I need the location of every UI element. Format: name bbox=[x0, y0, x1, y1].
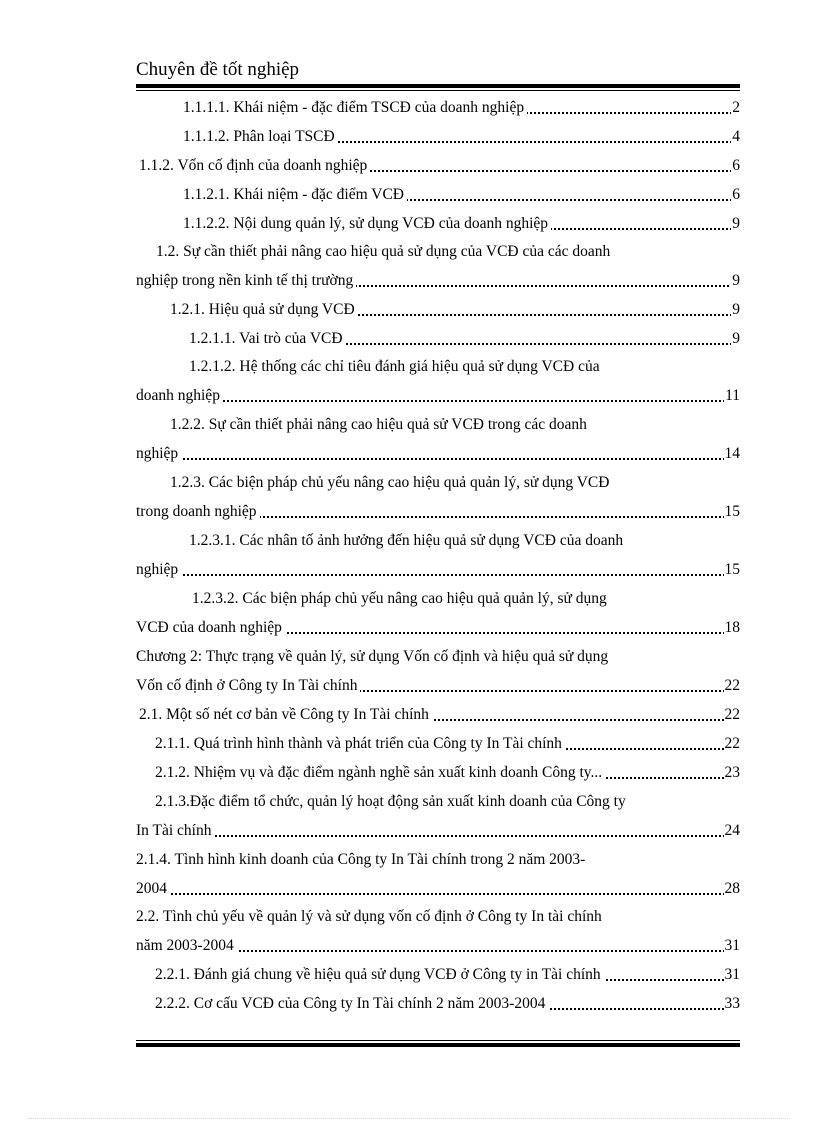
toc-entry-20-page-number: 31 bbox=[724, 934, 741, 958]
toc-entry-13-title: VCĐ của doanh nghiệp bbox=[136, 616, 285, 640]
toc-entry-15-page-number: 22 bbox=[724, 703, 741, 727]
toc-entry-9-title-first-line: 1.2.1.2. Hệ thống các chỉ tiêu đánh giá hiệu quả sử dụng VCĐ của bbox=[189, 358, 600, 375]
toc-entry-9-line bbox=[136, 384, 740, 408]
toc-entry-4-page-number: 6 bbox=[731, 183, 740, 207]
toc-entry-15-title: 2.1. Một số nét cơ bản về Công ty In Tài chính bbox=[139, 703, 432, 727]
toc-entry-1-page-number: 2 bbox=[731, 96, 740, 120]
toc-entry-9-title: doanh nghiệp bbox=[136, 384, 223, 408]
toc-entry-12-line bbox=[136, 558, 740, 582]
toc-entry-20-line bbox=[136, 934, 740, 958]
toc-entry-18-dot-leader bbox=[136, 835, 740, 837]
toc-entry-7-page-number: 9 bbox=[731, 298, 740, 322]
toc-entry-19-dot-leader bbox=[136, 893, 740, 895]
toc-entry-4-line bbox=[183, 183, 740, 207]
toc-entry-21-page-number: 31 bbox=[724, 963, 741, 987]
toc-entry-5-title: 1.1.2.2. Nội dung quản lý, sử dụng VCĐ của doanh nghiệp bbox=[183, 212, 551, 236]
toc-entry-17-title: 2.1.2. Nhiệm vụ và đặc điểm ngành nghề sản xuất kinh doanh Công ty... bbox=[155, 761, 605, 785]
header-rule-thin bbox=[136, 90, 740, 91]
toc-entry-8-page-number: 9 bbox=[731, 327, 740, 351]
toc-entry-20-title-first-line: 2.2. Tình chủ yếu về quản lý và sử dụng vốn cố định ở Công ty In tài chính bbox=[136, 908, 602, 925]
toc-entry-16-title: 2.1.1. Quá trình hình thành và phát triển của Công ty In Tài chính bbox=[155, 732, 565, 756]
toc-entry-2-title: 1.1.1.2. Phân loại TSCĐ bbox=[183, 125, 338, 149]
page-bottom-dotted-edge bbox=[28, 1118, 788, 1119]
toc-entry-8-title: 1.2.1.1. Vai trò của VCĐ bbox=[189, 327, 346, 351]
toc-entry-2-page-number: 4 bbox=[731, 125, 740, 149]
toc-entry-14-page-number: 22 bbox=[724, 674, 741, 698]
toc-entry-7-title: 1.2.1. Hiệu quả sử dụng VCĐ bbox=[170, 298, 358, 322]
toc-entry-6-line bbox=[136, 269, 740, 293]
toc-entry-10-dot-leader bbox=[136, 458, 740, 460]
toc-entry-10-title-first-line: 1.2.2. Sự cần thiết phải nâng cao hiệu quả sử VCĐ trong các doanh bbox=[170, 416, 587, 433]
footer-rule-thick bbox=[136, 1043, 740, 1047]
toc-entry-11-title-first-line: 1.2.3. Các biện pháp chủ yếu nâng cao hiệu quả quản lý, sử dụng VCĐ bbox=[170, 474, 610, 491]
toc-entry-13-line bbox=[136, 616, 740, 640]
toc-entry-12-title: nghiệp bbox=[136, 558, 181, 582]
toc-entry-16-line bbox=[155, 732, 740, 756]
toc-entry-21-line bbox=[155, 963, 740, 987]
toc-entry-14-title-first-line: Chương 2: Thực trạng về quản lý, sử dụng Vốn cố định và hiệu quả sử dụng bbox=[136, 648, 609, 665]
toc-entry-18-title-first-line: 2.1.3.Đặc điểm tổ chức, quản lý hoạt động sản xuất kinh doanh của Công ty bbox=[155, 793, 626, 810]
header-rule-thick bbox=[136, 84, 740, 88]
toc-entry-12-page-number: 15 bbox=[724, 558, 741, 582]
toc-entry-19-line bbox=[136, 877, 740, 901]
toc-entry-5-page-number: 9 bbox=[731, 212, 740, 236]
toc-entry-11-page-number: 15 bbox=[724, 500, 741, 524]
toc-entry-11-title: trong doanh nghiệp bbox=[136, 500, 260, 524]
toc-entry-10-title: nghiệp bbox=[136, 442, 181, 466]
toc-entry-20-title: năm 2003-2004 bbox=[136, 934, 237, 958]
toc-entry-3-page-number: 6 bbox=[731, 154, 740, 178]
toc-entry-15-line bbox=[139, 703, 740, 727]
footer-rule-thin bbox=[136, 1040, 740, 1041]
toc-entry-5-line bbox=[183, 212, 740, 236]
toc-entry-11-line bbox=[136, 500, 740, 524]
toc-entry-17-line bbox=[155, 761, 740, 785]
toc-entry-6-page-number: 9 bbox=[731, 269, 740, 293]
toc-entry-17-page-number: 23 bbox=[724, 761, 741, 785]
toc-entry-12-title-first-line: 1.2.3.1. Các nhân tố ảnh hưởng đến hiệu quả sử dụng VCĐ của doanh bbox=[189, 532, 624, 549]
toc-entry-12-dot-leader bbox=[136, 574, 740, 576]
toc-entry-13-page-number: 18 bbox=[724, 616, 741, 640]
toc-entry-7-line bbox=[170, 298, 740, 322]
toc-entry-19-page-number: 28 bbox=[724, 877, 741, 901]
toc-entry-22-page-number: 33 bbox=[724, 992, 741, 1016]
toc-entry-14-line bbox=[136, 674, 740, 698]
toc-entry-16-page-number: 22 bbox=[724, 732, 741, 756]
toc-entry-9-page-number: 11 bbox=[724, 384, 740, 408]
toc-entry-6-title-first-line: 1.2. Sự cần thiết phải nâng cao hiệu quả sử dụng của VCĐ của các doanh bbox=[156, 243, 611, 260]
toc-entry-3-title: 1.1.2. Vốn cố định của doanh nghiệp bbox=[139, 154, 370, 178]
toc-entry-1-title: 1.1.1.1. Khái niệm - đặc điểm TSCĐ của doanh nghiệp bbox=[183, 96, 527, 120]
toc-entry-19-title: 2004 bbox=[136, 877, 170, 901]
toc-entry-18-page-number: 24 bbox=[724, 819, 741, 843]
toc-entry-10-line bbox=[136, 442, 740, 466]
toc-entry-14-title: Vốn cố định ở Công ty In Tài chính bbox=[136, 674, 360, 698]
toc-entry-18-line bbox=[136, 819, 740, 843]
toc-entry-21-title: 2.2.1. Đánh giá chung về hiệu quả sử dụng VCĐ ở Công ty in Tài chính bbox=[155, 963, 604, 987]
toc-entry-8-line bbox=[189, 327, 740, 351]
toc-entry-9-dot-leader bbox=[136, 400, 740, 402]
toc-entry-18-title: In Tài chính bbox=[136, 819, 214, 843]
toc-entry-10-page-number: 14 bbox=[724, 442, 741, 466]
toc-entry-22-line bbox=[155, 992, 740, 1016]
toc-entry-22-title: 2.2.2. Cơ cấu VCĐ của Công ty In Tài chính 2 năm 2003-2004 bbox=[155, 992, 548, 1016]
toc-entry-1-line bbox=[183, 96, 740, 120]
toc-entry-13-title-first-line: 1.2.3.2. Các biện pháp chủ yếu nâng cao hiệu quả quản lý, sử dụng bbox=[192, 590, 607, 607]
toc-entry-2-line bbox=[183, 125, 740, 149]
page-header-title: Chuyên đề tốt nghiệp bbox=[136, 59, 300, 80]
toc-entry-19-title-first-line: 2.1.4. Tình hình kinh doanh của Công ty In Tài chính trong 2 năm 2003- bbox=[136, 851, 586, 868]
toc-entry-4-title: 1.1.2.1. Khái niệm - đặc điểm VCĐ bbox=[183, 183, 407, 207]
toc-entry-3-line bbox=[139, 154, 740, 178]
toc-entry-6-title: nghiệp trong nền kinh tế thị trường bbox=[136, 269, 356, 293]
